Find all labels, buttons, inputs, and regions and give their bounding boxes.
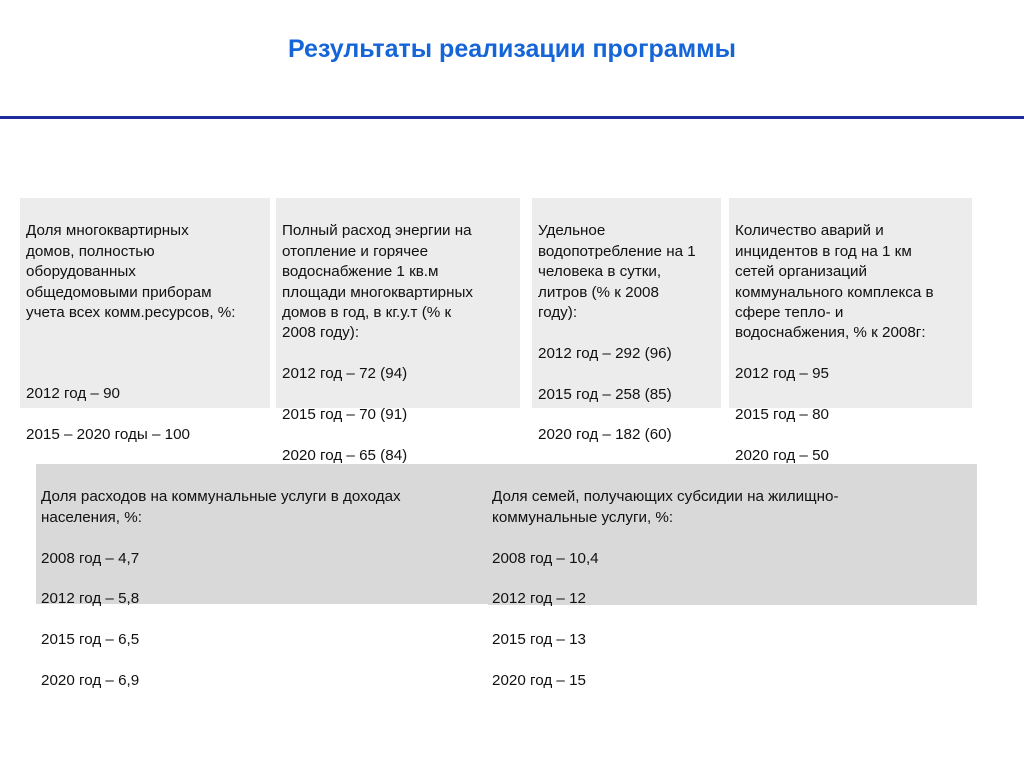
card-value-line: 2020 год – 6,9 <box>41 672 140 690</box>
page-title: Результаты реализации программы <box>287 35 737 63</box>
card-heading: Доля расходов на коммунальные услуги в доходах населения, %: <box>41 488 401 526</box>
card-value-line: 2020 год – 15 <box>492 672 586 690</box>
card-heading: Удельное водопотребление на 1 человека в сутки, литров (% к 2008 году): <box>538 222 696 322</box>
card-value-line: 2015 год – 13 <box>492 631 586 649</box>
card-heading: Доля семей, получающих субсидии на жилищно- коммунальные услуги, %: <box>492 488 839 526</box>
card-value-line: 2015 год – 80 <box>735 406 829 424</box>
title-divider <box>0 116 1024 119</box>
card-heading: Полный расход энергии на отопление и горячее водоснабжение 1 кв.м площади многоквартирных домов в год, в кг.у.т (% к 2008 году): <box>282 222 474 342</box>
card-heading: Доля многоквартирных домов, полностью оборудованных общедомовыми приборам учета всех комм.ресурсов, %: <box>26 222 236 322</box>
card-utility-expenses <box>36 464 490 690</box>
card-value-line: 2012 год – 12 <box>492 590 586 608</box>
card-heading: Количество аварий и инцидентов в год на 1 км сетей организаций коммунального комплекса в сфере тепло- и водоснабжения, % к 2008г: <box>735 222 934 342</box>
card-value-line: 2012 год – 95 <box>735 365 829 383</box>
card-value-line: 2012 год – 72 (94) <box>282 365 408 383</box>
card-value-line: 2012 год – 5,8 <box>41 590 140 608</box>
card-value-line: 2020 год – 182 (60) <box>538 426 672 444</box>
card-value-line: 2015 год – 258 (85) <box>538 385 672 403</box>
card-value-line: 2015 год – 70 (91) <box>282 406 408 424</box>
card-value-line: 2012 год – 90 <box>26 385 120 403</box>
card-value-line: 2015 год – 6,5 <box>41 631 140 649</box>
card-subsidies <box>488 464 977 690</box>
card-meters-share <box>20 198 270 444</box>
card-value-line: 2020 год – 50 <box>735 446 829 464</box>
card-value-line: 2008 год – 10,4 <box>492 549 599 567</box>
card-value-line: 2015 – 2020 годы – 100 <box>26 426 190 444</box>
card-water-consumption <box>532 198 721 444</box>
card-value-line: 2008 год – 4,7 <box>41 549 140 567</box>
card-accidents <box>729 198 972 464</box>
card-value-line: 2020 год – 65 (84) <box>282 446 408 464</box>
card-value-line: 2012 год – 292 (96) <box>538 344 672 362</box>
card-energy-consumption <box>276 198 520 464</box>
